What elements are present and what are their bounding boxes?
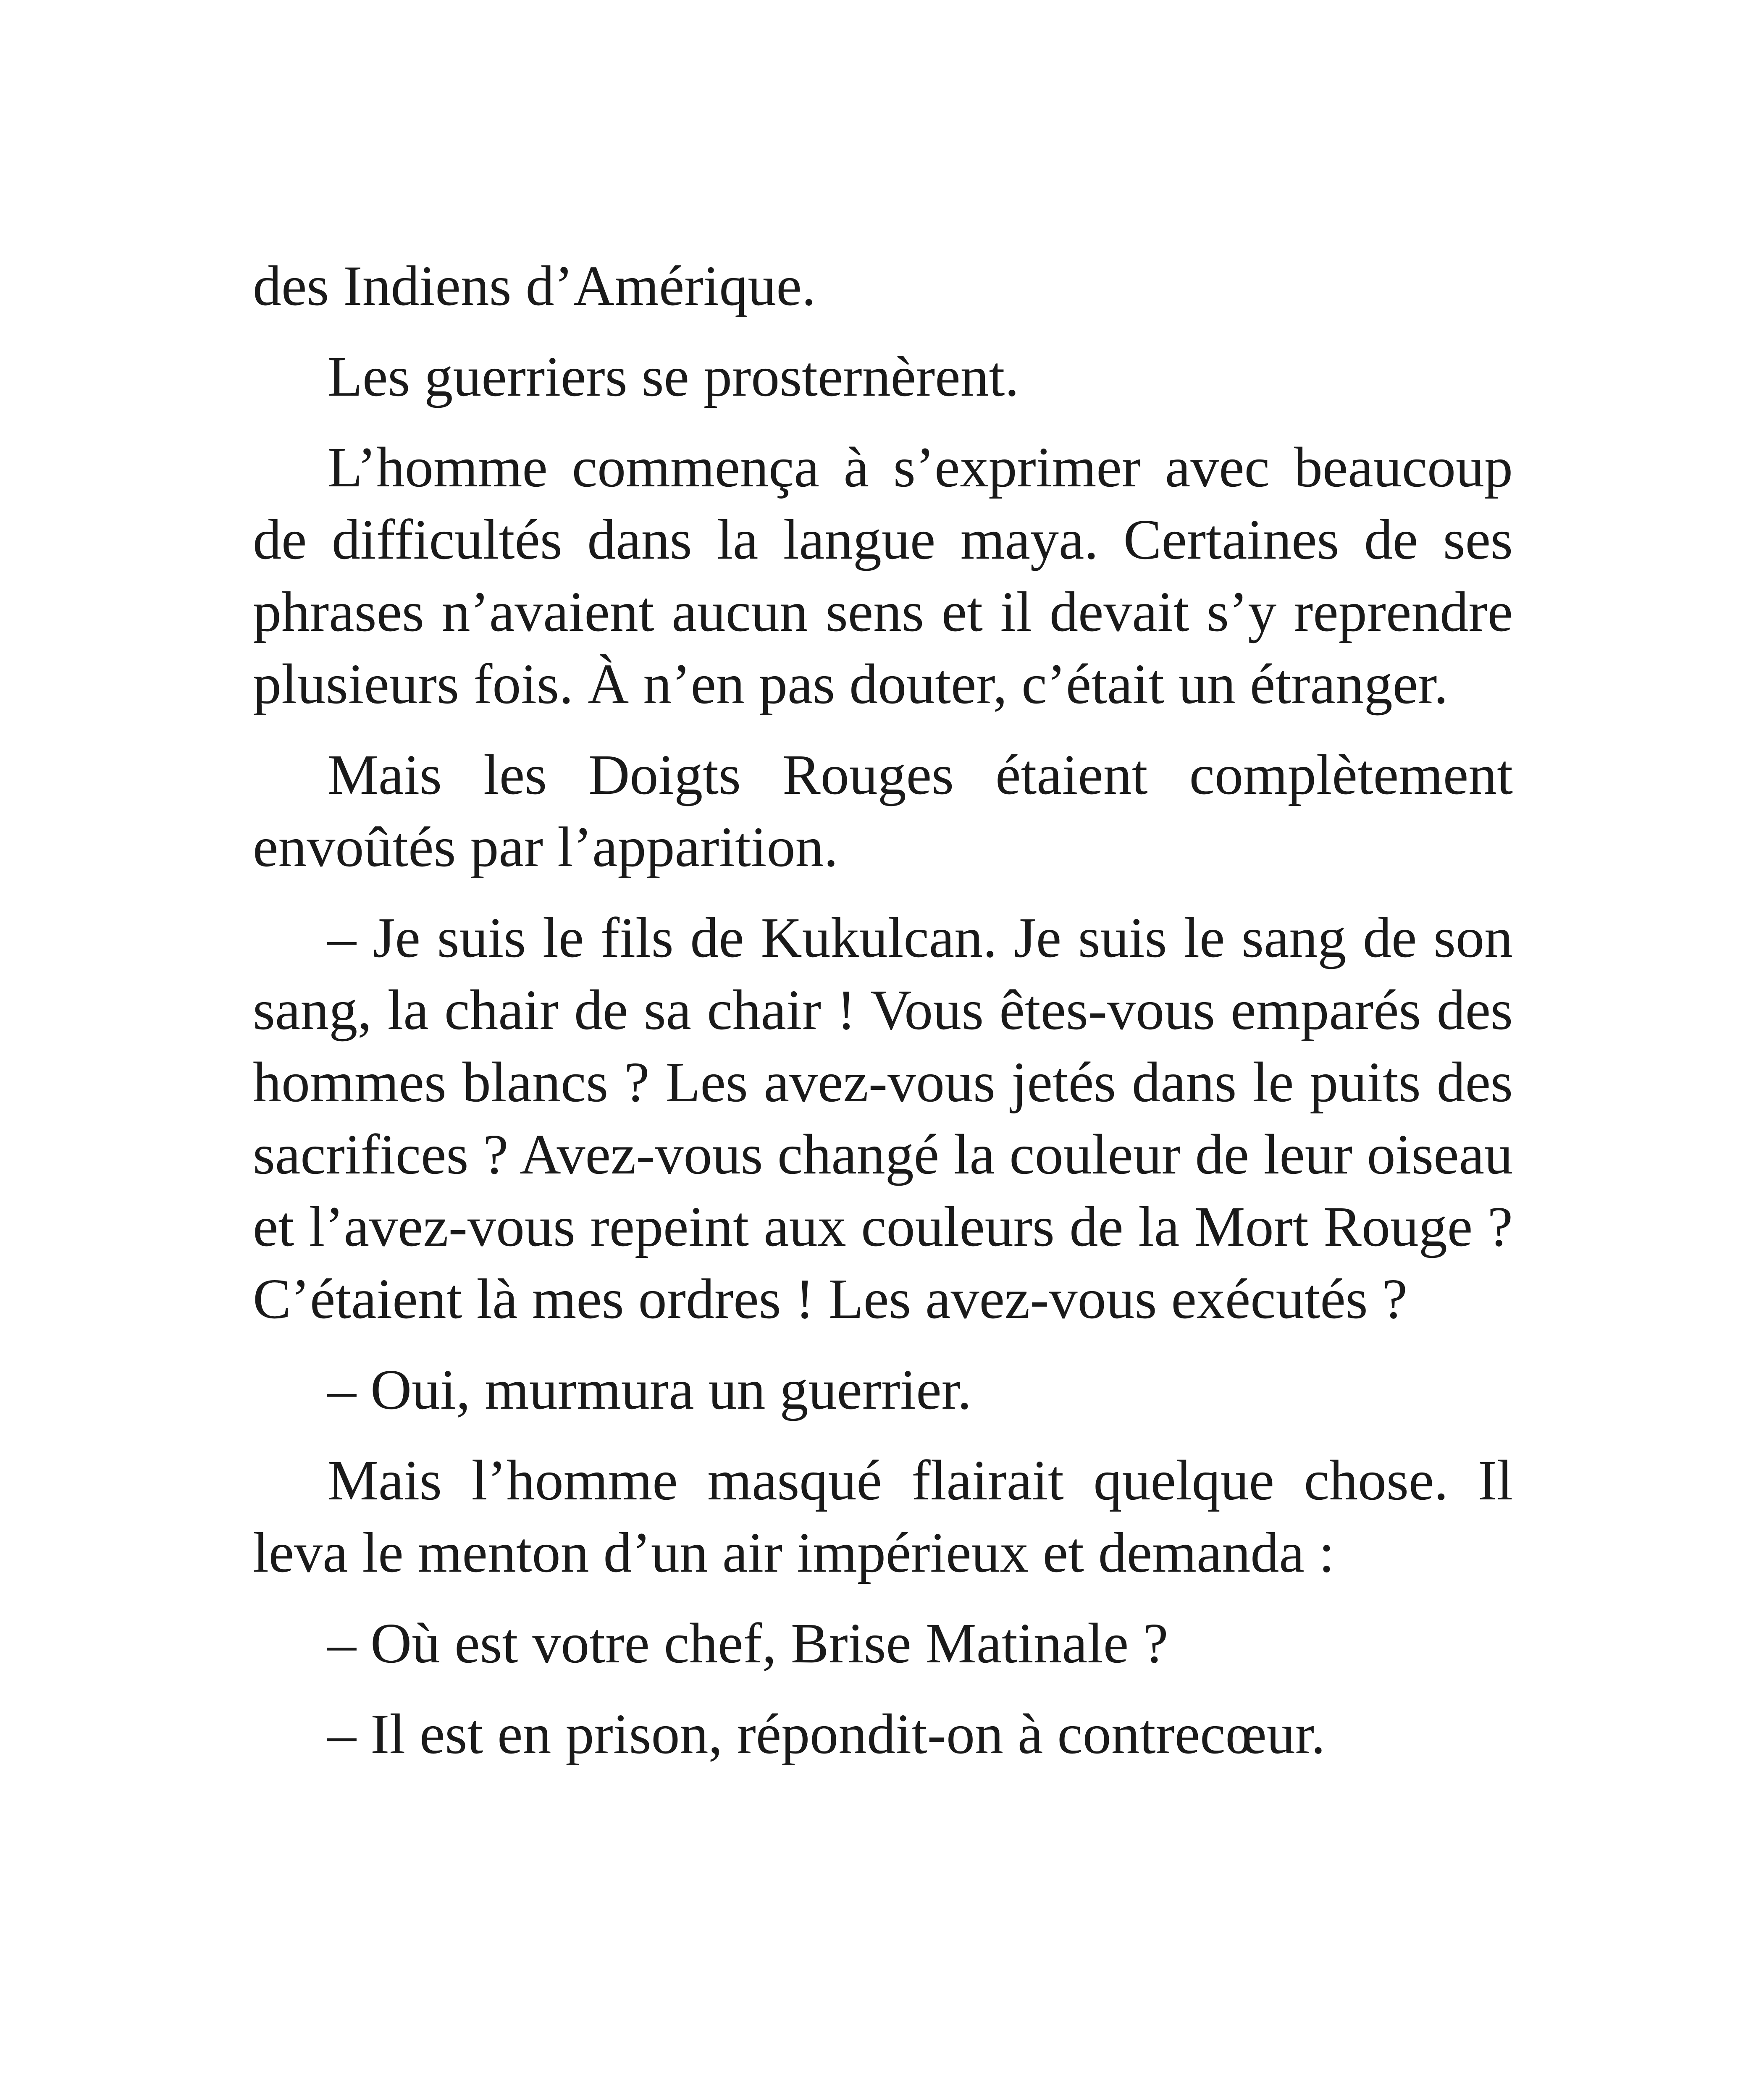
paragraph-8: – Où est votre chef, Brise Matinale ? [328, 1612, 1168, 1675]
paragraph-3: L’homme commença à s’exprimer avec beaucoup de difficultés dans la langue maya. Certaines de ses phrases n’avaient aucun sens et il devait s’y reprendre plusieurs fois. À n’en pas douter, c’était un étranger. [253, 436, 1513, 716]
paragraph-5: – Je suis le fils de Kukulcan. Je suis le sang de son sang, la chair de sa chair ! Vous êtes-vous emparés des hommes blancs ? Les avez-vous jetés dans le puits des sacrifices ? Avez-vous changé la couleur de leur oiseau et l’avez-vous repeint aux couleurs de la Mort Rouge ? C’étaient là mes ordres ! Les avez-vous exécutés ? [253, 906, 1513, 1331]
paragraph-4: Mais les Doigts Rouges étaient complètement envoûtés par l’apparition. [253, 743, 1513, 879]
paragraph-9: – Il est en prison, répondit-on à contrecœur. [328, 1703, 1326, 1766]
paragraph-2: Les guerriers se prosternèrent. [328, 345, 1019, 408]
paragraph-1: des Indiens d’Amérique. [253, 255, 816, 318]
paragraph-7: Mais l’homme masqué flairait quelque chose. Il leva le menton d’un air impérieux et demanda : [253, 1449, 1513, 1584]
body-text [253, 250, 1513, 1789]
paragraph-6: – Oui, murmura un guerrier. [328, 1358, 972, 1421]
